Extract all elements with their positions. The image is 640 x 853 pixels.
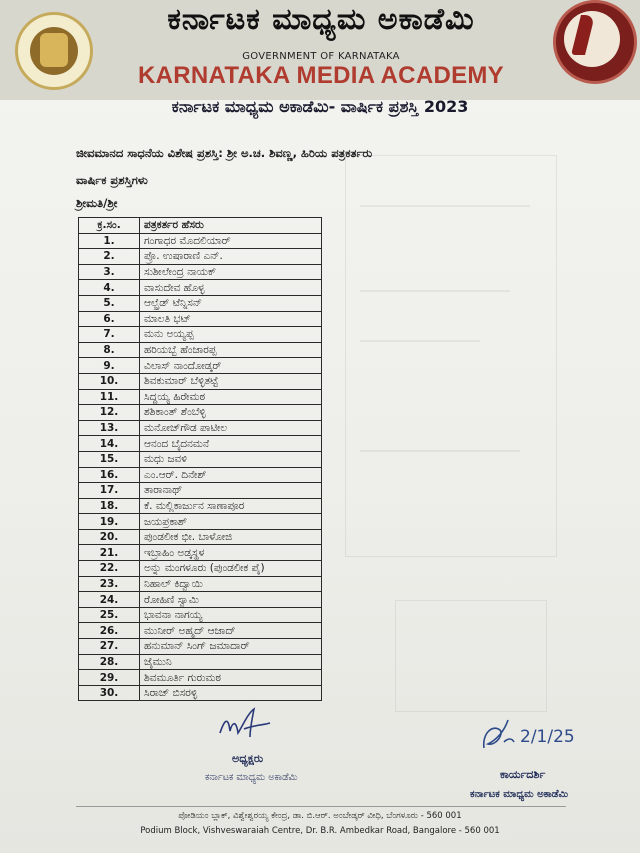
serial-number-cell: 21. [79,545,140,561]
annual-awards-label: ವಾರ್ಷಿಕ ಪ್ರಶಸ್ತಿಗಳು [76,173,148,187]
serial-number-cell: 19. [79,514,140,530]
serial-number-cell: 22. [79,561,140,577]
journalist-name-cell: ಆನಂದ ಬೈದನಮನೆ [140,436,322,452]
journalist-name-cell: ಮನೋಜ್‌ಗೌಡ ಪಾಟೀಲ [140,420,322,436]
serial-number-cell: 27. [79,639,140,655]
table-row [79,498,322,514]
show-through-line [360,205,530,207]
table-row [79,373,322,389]
table-row [79,264,322,280]
table-row [79,451,322,467]
table-row [79,295,322,311]
table-row [79,545,322,561]
serial-number-cell: 17. [79,483,140,499]
table-row [79,233,322,249]
serial-number-cell: 3. [79,264,140,280]
serial-number-cell: 7. [79,327,140,343]
serial-number-cell: 10. [79,373,140,389]
journalist-name-cell: ಜೈಮುನಿ [140,654,322,670]
table-row [79,670,322,686]
letterhead [0,0,640,100]
letterhead-title-english: KARNATAKA MEDIA ACADEMY [138,62,504,89]
registrar-signature [478,712,588,760]
journalist-name-cell: ಸಿರಾಜ್ ಬಿಸರಳ್ಳಿ [140,685,322,701]
table-row [79,389,322,405]
show-through-line [360,290,510,292]
registrar-title: ಕಾರ್ಯದರ್ಶಿ [500,768,546,781]
karnataka-emblem-logo [15,12,93,90]
table-row [79,561,322,577]
footer-divider [76,806,566,807]
journalist-name-cell: ಇಬ್ರಾಹಿಂ ಅಡ್ಕಸ್ಥಳ [140,545,322,561]
serial-number-cell: 11. [79,389,140,405]
footer-address-kannada: ಪೋಡಿಯಂ ಬ್ಲಾಕ್, ವಿಶ್ವೇಶ್ವರಯ್ಯ ಕೇಂದ್ರ, ಡಾ. ಬಿ.ಆರ್. ಅಂಬೇಡ್ಕರ್ ವೀಧಿ, ಬೆಂಗಳೂರು - 560 001 [178,811,462,821]
column-header-name: ಪತ್ರಕರ್ತರ ಹೆಸರು [140,218,322,234]
journalist-name-cell: ನಿಹಾಲ್ ಕಿದ್ವಾಯಿ [140,576,322,592]
registrar-organisation: ಕರ್ನಾಟಕ ಮಾಧ್ಯಮ ಅಕಾಡೆಮಿ [470,789,569,800]
serial-number-cell: 28. [79,654,140,670]
table-row [79,358,322,374]
journalist-name-cell: ಸಿದ್ದಯ್ಯ ಹಿರೇಮಠ [140,389,322,405]
serial-number-cell: 8. [79,342,140,358]
show-through-line [360,340,480,342]
journalist-name-cell: ಕೆ. ಮಲ್ಲಿಕಾರ್ಜುನ ಸಾಣಾಪೂರ [140,498,322,514]
journalist-name-cell: ಮಾಲತಿ ಭಟ್ [140,311,322,327]
journalist-name-cell: ಭಾವನಾ ನಾಗಯ್ಯ [140,607,322,623]
registrar-signature-date: 2/1/25 [520,727,575,747]
table-row [79,467,322,483]
journalist-name-cell: ರೋಹಿಣಿ ಸ್ವಾಮಿ [140,592,322,608]
table-row [79,529,322,545]
awards-heading: ಕರ್ನಾಟಕ ಮಾಧ್ಯಮ ಅಕಾಡೆಮಿ- ವಾರ್ಷಿಕ ಪ್ರಶಸ್ತಿ 2023 [171,97,469,116]
chair-signature [214,703,274,743]
journalist-name-cell: ಹರಿಯಬ್ಬೆ ಹೆಂಜಾರಪ್ಪ [140,342,322,358]
chair-title: ಅಧ್ಯಕ್ಷರು [232,752,264,765]
serial-number-cell: 18. [79,498,140,514]
serial-number-cell: 12. [79,405,140,421]
table-row [79,576,322,592]
serial-number-cell: 29. [79,670,140,686]
journalist-name-cell: ಜಯಪ್ರಕಾಶ್ [140,514,322,530]
serial-number-cell: 23. [79,576,140,592]
journalist-name-cell: ಪ್ರೊ. ಉಷಾರಾಣಿ ಎನ್. [140,249,322,265]
serial-number-cell: 6. [79,311,140,327]
table-row [79,327,322,343]
journalist-name-cell: ಸುಶೀಲೇಂದ್ರ ನಾಯಕ್ [140,264,322,280]
serial-number-cell: 5. [79,295,140,311]
table-header-row [79,218,322,234]
government-label: GOVERNMENT OF KARNATAKA [242,51,400,62]
journalist-name-cell: ಗಂಗಾಧರ ಮೊದಲಿಯಾರ್ [140,233,322,249]
journalist-name-cell: ವಿಲಾಸ್ ನಾಂದೋಡ್ಕರ್ [140,358,322,374]
serial-number-cell: 1. [79,233,140,249]
show-through-line [360,450,520,452]
footer-address-english: Podium Block, Vishveswaraiah Centre, Dr. B.R. Ambedkar Road, Bangalore - 560 001 [140,826,500,836]
show-through-box [395,600,547,712]
table-row [79,483,322,499]
journalist-name-cell: ತಾರಾನಾಥ್ [140,483,322,499]
salutation-label: ಶ್ರೀಮತಿ/ಶ್ರೀ [76,196,118,210]
table-row [79,311,322,327]
column-header-serial: ಕ್ರ.ಸಂ. [79,218,140,234]
table-row [79,623,322,639]
serial-number-cell: 14. [79,436,140,452]
lifetime-award-line: ಜೀವಮಾನದ ಸಾಧನೆಯ ವಿಶೇಷ ಪ್ರಶಸ್ತಿ: ಶ್ರೀ ಅ.ಚ. ಶಿವಣ್ಣ, ಹಿರಿಯ ಪತ್ರಕರ್ತರು [76,146,373,160]
serial-number-cell: 4. [79,280,140,296]
table-row [79,654,322,670]
serial-number-cell: 20. [79,529,140,545]
journalist-name-cell: ಶಿವಮೂರ್ತಿ ಗುರುಮಠ [140,670,322,686]
serial-number-cell: 9. [79,358,140,374]
table-row [79,607,322,623]
table-row [79,639,322,655]
serial-number-cell: 16. [79,467,140,483]
journalist-name-cell: ಶಿವಕುಮಾರ್ ಬೆಳ್ಳಿತಟ್ಟೆ [140,373,322,389]
serial-number-cell: 25. [79,607,140,623]
awardees-table [78,217,322,701]
table-row [79,514,322,530]
table-row [79,280,322,296]
journalist-name-cell: ಶಶಿಕಾಂತ್ ಶೆಂಬೆಳ್ಳಿ [140,405,322,421]
serial-number-cell: 24. [79,592,140,608]
journalist-name-cell: ಪುಂಡಲೀಕ ಭೀ. ಬಾಳೋಜಿ [140,529,322,545]
serial-number-cell: 15. [79,451,140,467]
table-row [79,685,322,701]
table-row [79,592,322,608]
serial-number-cell: 26. [79,623,140,639]
journalist-name-cell: ಅನ್ನು ಮಂಗಳೂರು (ಪುಂಡಲೀಕ ಪೈ) [140,561,322,577]
table-row [79,420,322,436]
table-row [79,436,322,452]
journalist-name-cell: ಮುನೀರ್ ಅಹ್ಮದ್ ಆಜಾದ್ [140,623,322,639]
journalist-name-cell: ಆಲ್ಫ್ರೆಡ್ ಟೆನ್ನಿಸನ್ [140,295,322,311]
table-row [79,405,322,421]
serial-number-cell: 30. [79,685,140,701]
table-row [79,249,322,265]
serial-number-cell: 13. [79,420,140,436]
table-row [79,342,322,358]
journalist-name-cell: ವಾಸುದೇವ ಹೊಳ್ಳ [140,280,322,296]
journalist-name-cell: ಮಧು ಜವಳಿ [140,451,322,467]
serial-number-cell: 2. [79,249,140,265]
letterhead-title-kannada: ಕರ್ನಾಟಕ ಮಾಧ್ಯಮ ಅಕಾಡೆಮಿ [167,2,475,37]
chair-organisation: ಕರ್ನಾಟಕ ಮಾಧ್ಯಮ ಅಕಾಡೆಮಿ [205,772,298,783]
journalist-name-cell: ಹನುಮಾನ್ ಸಿಂಗ್ ಜಮಾದಾರ್ [140,639,322,655]
journalist-name-cell: ಎಂ.ಆರ್. ದಿನೇಶ್ [140,467,322,483]
show-through-box [345,155,557,557]
media-academy-logo [553,0,637,84]
journalist-name-cell: ಮನು ಅಯ್ಯಪ್ಪ [140,327,322,343]
